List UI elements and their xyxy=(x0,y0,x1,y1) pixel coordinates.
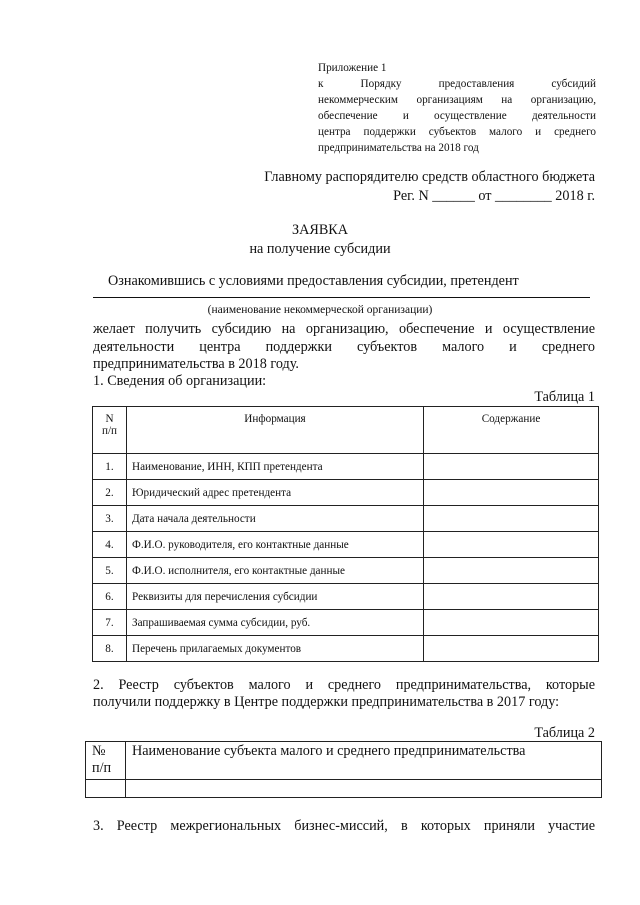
header-num-line2: п/п xyxy=(101,425,118,437)
header-num-line1: N xyxy=(105,413,114,425)
intro-paragraph xyxy=(93,321,595,374)
title-sub: на получение субсидии xyxy=(249,241,391,257)
appendix-line: к Порядку предоставления субсидий xyxy=(318,78,596,90)
header-content: Содержание xyxy=(424,407,599,454)
header-info: Информация xyxy=(127,407,424,454)
table-header-row xyxy=(93,407,599,454)
addressee-line: Главному распорядителю средств областного бюджета xyxy=(264,169,595,185)
row-num: 5. xyxy=(93,558,127,584)
table-row xyxy=(93,506,599,532)
appendix-line: предпринимательства на 2018 год xyxy=(318,142,479,154)
organization-name-caption: (наименование некоммерческой организации) xyxy=(207,304,433,316)
table-row xyxy=(93,636,599,662)
row-info: Наименование, ИНН, КПП претендента xyxy=(127,454,424,480)
row-num: 1. xyxy=(93,454,127,480)
row-num: 8. xyxy=(93,636,127,662)
organization-name-line xyxy=(93,297,590,298)
table-row xyxy=(93,532,599,558)
section1-heading: 1. Сведения об организации: xyxy=(93,373,267,389)
appendix-header xyxy=(318,60,596,156)
row-num-cell[interactable] xyxy=(86,780,126,798)
section2-line: получили поддержку в Центре поддержки предпринимательства в 2017 году: xyxy=(93,694,560,710)
row-content-cell[interactable] xyxy=(424,610,599,636)
header-num xyxy=(93,407,127,454)
row-info: Дата начала деятельности xyxy=(127,506,424,532)
row-content-cell[interactable] xyxy=(424,636,599,662)
row-info: Юридический адрес претендента xyxy=(127,480,424,506)
row-content-cell[interactable] xyxy=(424,584,599,610)
row-info: Реквизиты для перечисления субсидии xyxy=(127,584,424,610)
table2-label: Таблица 2 xyxy=(534,725,595,741)
appendix-line: некоммерческим организациям на организацию, xyxy=(318,94,596,106)
header-num-line2: п/п xyxy=(92,760,112,776)
row-info: Ф.И.О. исполнителя, его контактные данные xyxy=(127,558,424,584)
section3-heading: 3. Реестр межрегиональных бизнес-миссий, в которых приняли участие xyxy=(93,818,595,834)
row-info: Перечень прилагаемых документов xyxy=(127,636,424,662)
row-info: Запрашиваемая сумма субсидии, руб. xyxy=(127,610,424,636)
row-content-cell[interactable] xyxy=(424,454,599,480)
registration-line: Рег. N ______ от ________ 2018 г. xyxy=(393,188,595,204)
table-row xyxy=(93,558,599,584)
header-num-line1: № xyxy=(92,743,106,759)
row-content-cell[interactable] xyxy=(424,480,599,506)
header-num xyxy=(86,742,126,780)
row-content-cell[interactable] xyxy=(424,558,599,584)
row-name-cell[interactable] xyxy=(126,780,602,798)
addressee-block xyxy=(264,168,595,206)
row-info: Ф.И.О. руководителя, его контактные данные xyxy=(127,532,424,558)
table1-label: Таблица 1 xyxy=(534,389,595,405)
header-name: Наименование субъекта малого и среднего предпринимательства xyxy=(126,742,602,780)
row-num: 3. xyxy=(93,506,127,532)
intro-text: Ознакомившись с условиями предоставления субсидии, претендент xyxy=(108,273,519,289)
appendix-line: центра поддержки субъектов малого и среднего xyxy=(318,126,596,138)
paragraph-line: предпринимательства в 2018 году. xyxy=(93,356,299,372)
section2-line: 2. Реестр субъектов малого и среднего предпринимательства, которые xyxy=(93,677,595,693)
row-num: 2. xyxy=(93,480,127,506)
table-row xyxy=(93,480,599,506)
paragraph-line: желает получить субсидию на организацию, обеспечение и осуществление xyxy=(93,321,595,337)
row-num: 4. xyxy=(93,532,127,558)
appendix-line: Приложение 1 xyxy=(318,62,387,74)
table-row xyxy=(93,610,599,636)
table-row xyxy=(93,584,599,610)
appendix-line: обеспечение и осуществление деятельности xyxy=(318,110,596,122)
paragraph-line: деятельности центра поддержки субъектов малого и среднего xyxy=(93,338,595,355)
section2-heading xyxy=(93,677,595,711)
table-header-row xyxy=(86,742,602,780)
organization-info-table xyxy=(92,406,599,662)
table-row xyxy=(93,454,599,480)
smb-registry-table xyxy=(85,741,602,798)
row-content-cell[interactable] xyxy=(424,506,599,532)
row-num: 7. xyxy=(93,610,127,636)
row-num: 6. xyxy=(93,584,127,610)
document-title xyxy=(0,221,640,259)
table-row xyxy=(86,780,602,798)
row-content-cell[interactable] xyxy=(424,532,599,558)
title-main: ЗАЯВКА xyxy=(292,222,348,238)
